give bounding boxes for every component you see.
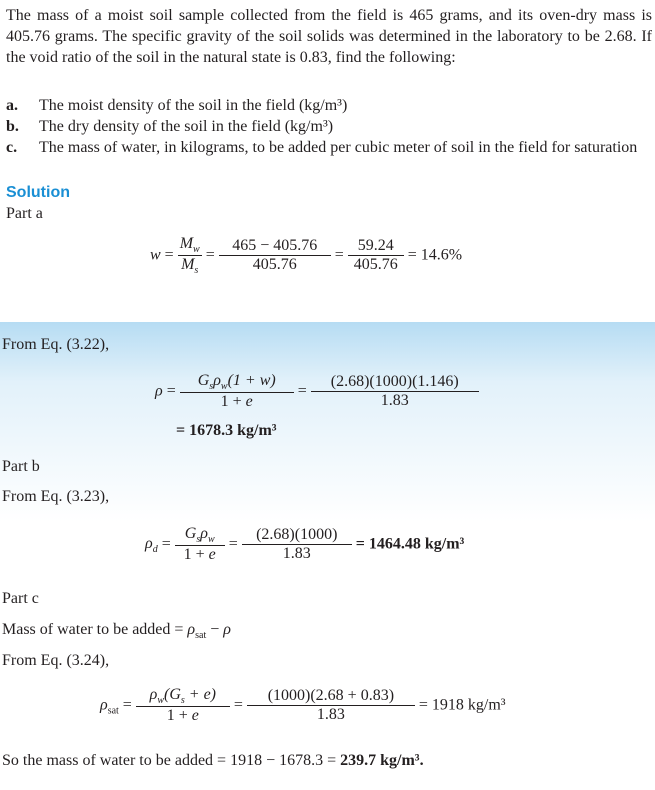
solution-continued xyxy=(0,322,655,790)
rhosat-result: = 1918 kg/m³ xyxy=(418,696,506,714)
rhod-den: 1.83 xyxy=(242,544,352,563)
item-text: The mass of water, in kilograms, to be added per cubic meter of soil in the field for saturation xyxy=(39,139,638,156)
moist-density-equation: ρ = $\frac{G_s\rho_w(1 + w)}{1 + e}$ = $\frac{(2.68)(1000)(1.146)}{1.83}$ xyxy=(155,372,479,411)
rhosat-den: 1.83 xyxy=(247,705,415,724)
item-label: c. xyxy=(6,139,18,156)
item-label: b. xyxy=(6,118,19,135)
item-text: The moist density of the soil in the field (kg/m³) xyxy=(39,97,348,114)
final-result: 239.7 kg/m³. xyxy=(340,752,424,769)
problem-section xyxy=(0,0,655,322)
w-den2: 405.76 xyxy=(348,255,404,274)
moist-density-result: = 1678.3 kg/m³ xyxy=(176,422,277,439)
w-result: = 14.6% xyxy=(407,246,463,264)
part-c-label: Part c xyxy=(2,590,39,607)
w-num2: 59.24 xyxy=(357,237,394,255)
problem-intro: The mass of a moist soil sample collected from the field is 465 grams, and its oven-dry mass is 405.76 grams. The specific gravity of the soil solids was determined in the laboratory to be 2.68. If the void ratio of the soil in the natural state is 0.83, find the following: xyxy=(6,7,652,66)
part-a-label: Part a xyxy=(6,205,43,222)
water-content-equation: w = $\frac{M_w}{M_s}$ = $\frac{465 - 405.76}{405.76}$ = $\frac{59.24}{405.76}$ = 14.6% xyxy=(150,235,463,277)
final-text: So the mass of water to be added = 1918 − 1678.3 = xyxy=(2,752,341,769)
ref-eq-3-23: From Eq. (3.23), xyxy=(2,488,110,505)
problem-items xyxy=(6,96,652,159)
rhod-num: (2.68)(1000) xyxy=(256,526,338,544)
solution-heading: Solution xyxy=(6,184,70,201)
item-text: The dry density of the soil in the field (kg/m³) xyxy=(39,118,334,135)
rhosat-num: (1000)(2.68 + 0.83) xyxy=(267,687,395,705)
rho-num: (2.68)(1000)(1.146) xyxy=(330,373,459,391)
rhod-result: = 1464.48 kg/m³ xyxy=(355,535,465,553)
w-den1: 405.76 xyxy=(219,255,331,274)
problem-item-a xyxy=(6,96,652,115)
saturated-density-equation: $\rho_{sat}$ = $\frac{\rho_w(G_s + e)}{1 + e}$ = $\frac{(1000)(2.68 + 0.83)}{1.83}$ = 1918 kg/m³ xyxy=(100,686,506,725)
item-label: a. xyxy=(6,97,18,114)
dry-density-equation: $\rho_d$ = $\frac{G_s\rho_w}{1 + e}$ = $\frac{(2.68)(1000)}{1.83}$ = 1464.48 kg/m³ xyxy=(145,525,465,564)
problem-item-b xyxy=(6,117,652,136)
w-num1: 465 − 405.76 xyxy=(232,237,318,255)
problem-item-c xyxy=(6,138,652,157)
rho-den: 1.83 xyxy=(311,391,479,410)
ref-eq-3-22: From Eq. (3.22), xyxy=(2,336,110,353)
final-answer xyxy=(2,752,424,770)
ref-eq-3-24: From Eq. (3.24), xyxy=(2,652,110,669)
part-b-label: Part b xyxy=(2,458,40,475)
mass-of-water-line: Mass of water to be added = $\rho_{sat} - \rho$ xyxy=(2,621,231,642)
mass-line-text: Mass of water to be added xyxy=(2,621,171,638)
